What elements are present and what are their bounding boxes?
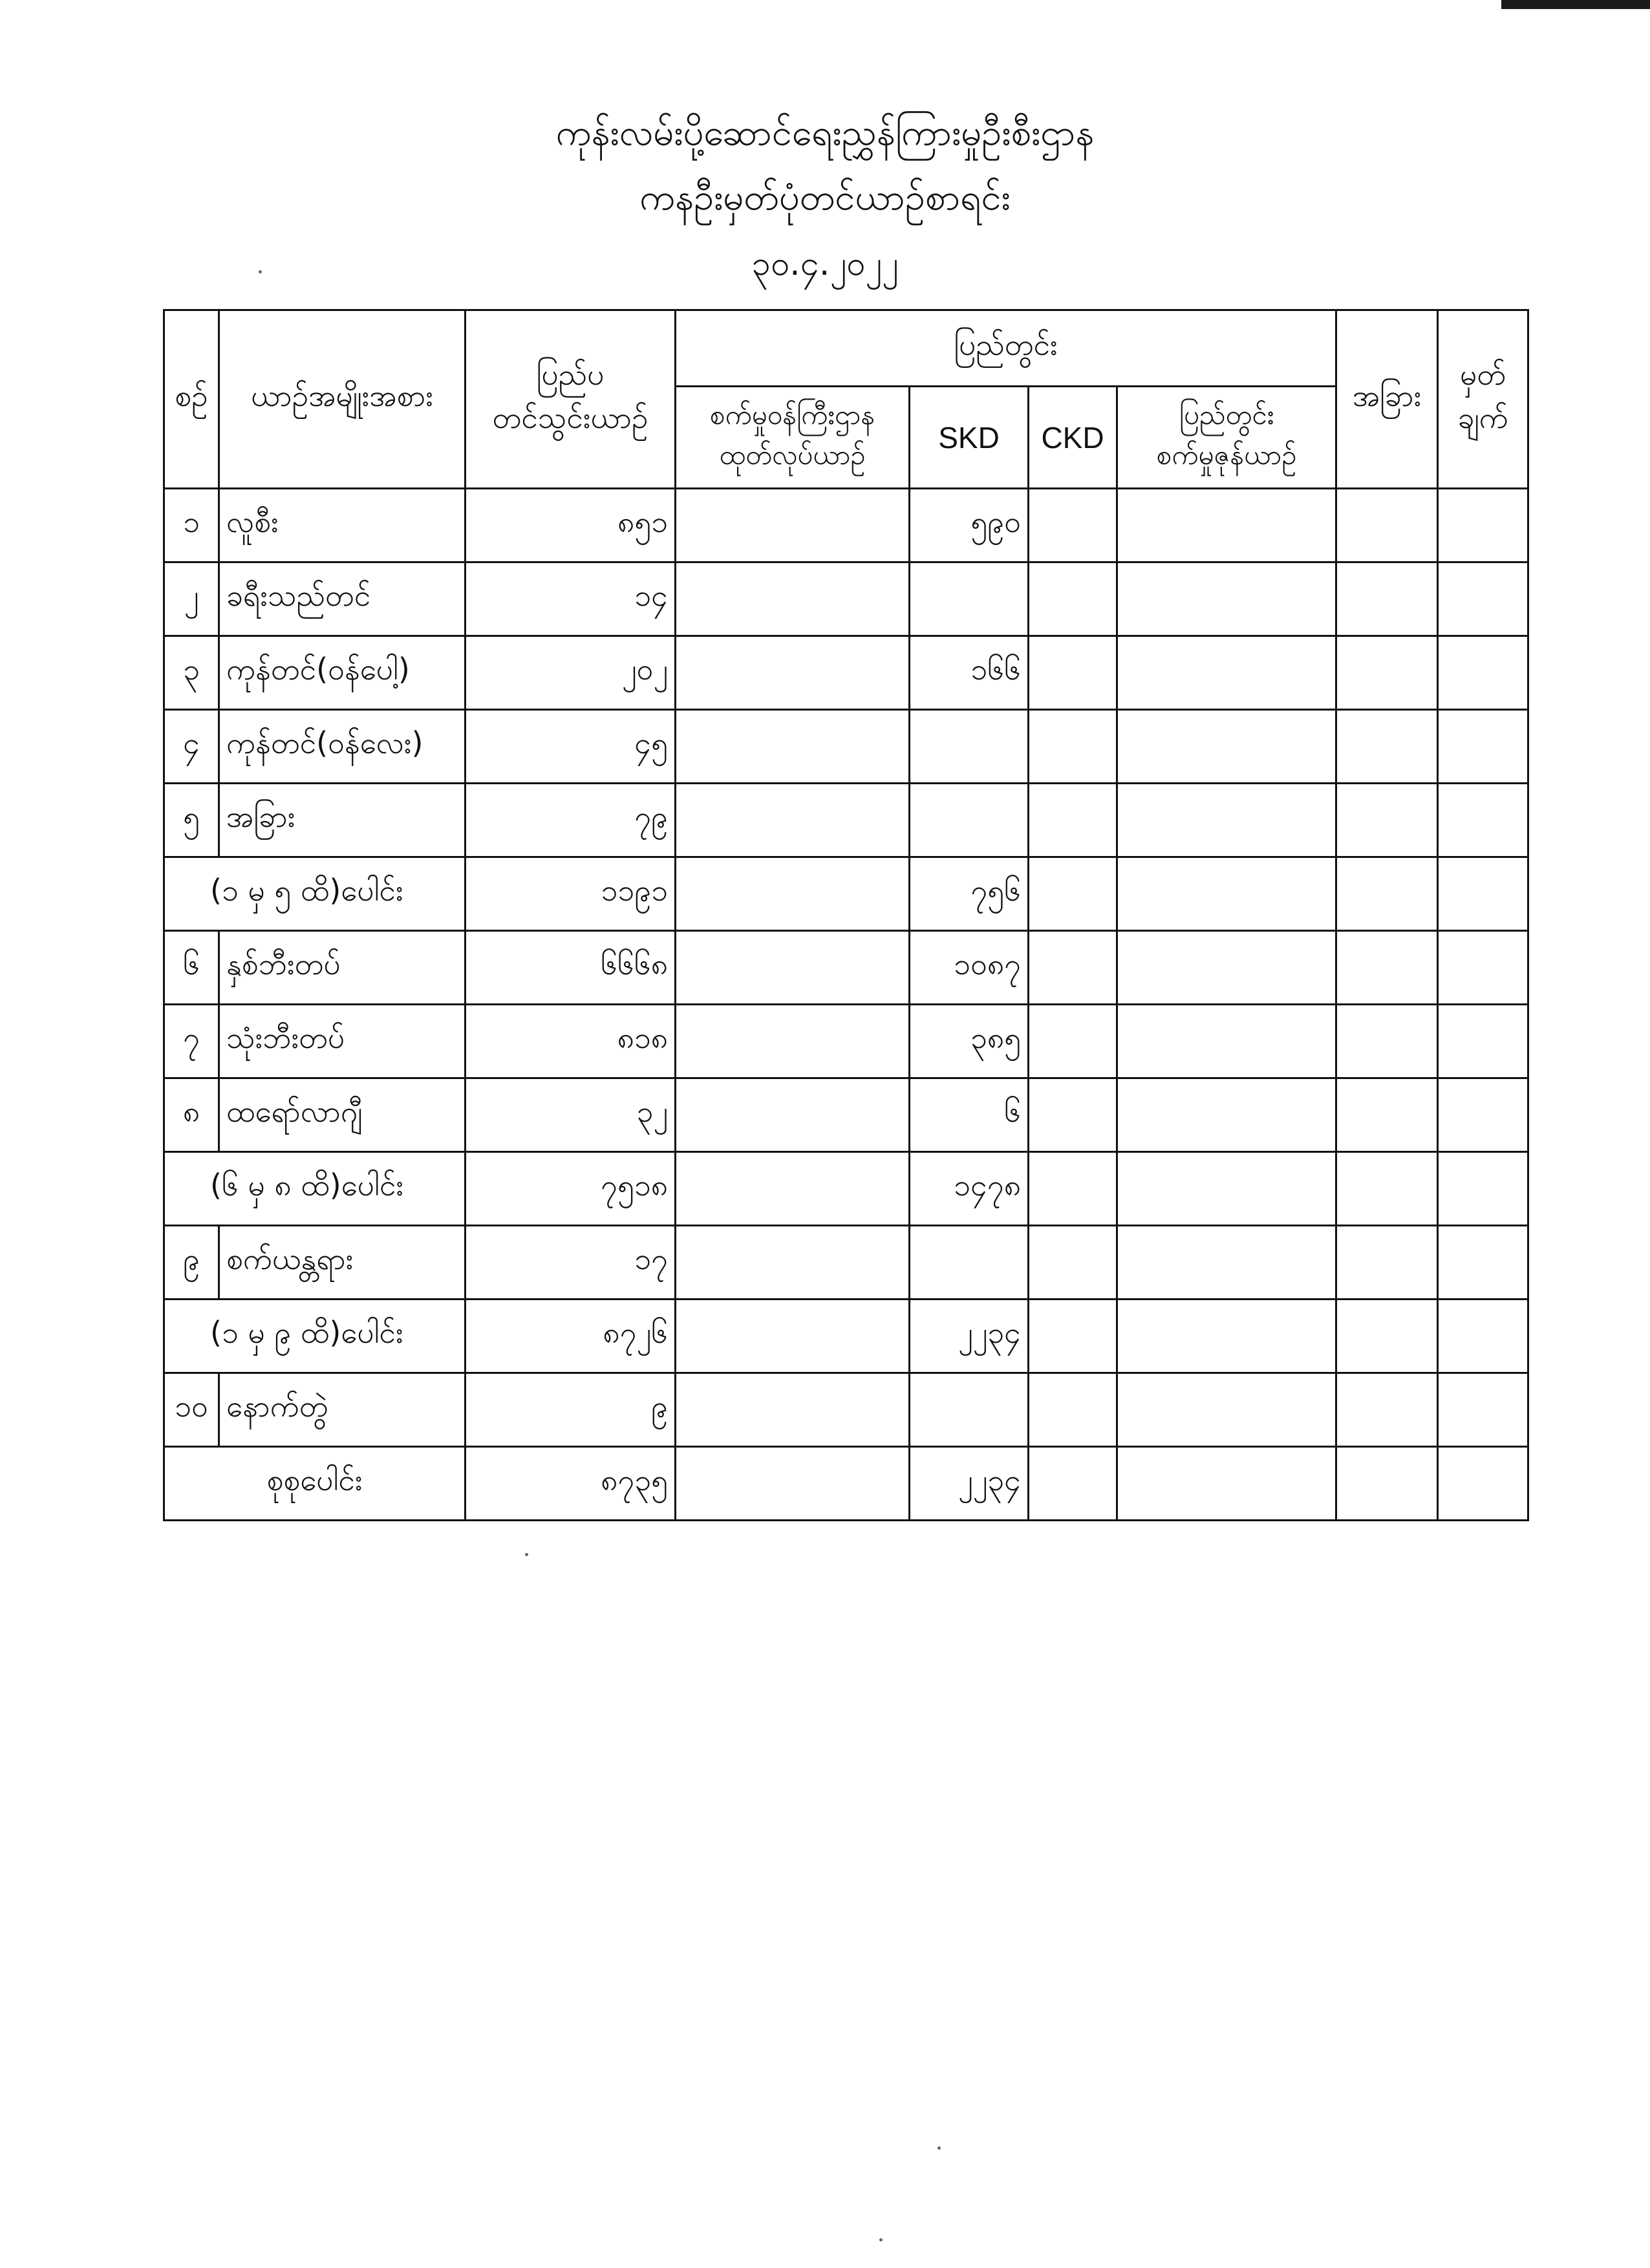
remark-cell	[1438, 1226, 1528, 1300]
remark-cell	[1438, 489, 1528, 562]
other-cell	[1336, 857, 1438, 931]
skd-cell	[910, 710, 1029, 784]
table-row	[164, 784, 1528, 857]
vehicle-type-cell: ထရော်လာဂျီ	[219, 1078, 466, 1152]
ckd-cell	[1029, 1152, 1117, 1226]
department-title: ကုန်းလမ်းပို့ဆောင်ရေးညွှန်ကြားမှုဦးစီးဌာန	[555, 112, 1095, 154]
other-cell	[1336, 1226, 1438, 1300]
imported-cell: ၁၄	[466, 562, 676, 636]
imported-cell: ၉	[466, 1373, 676, 1447]
other-cell	[1336, 931, 1438, 1005]
remark-cell	[1438, 1373, 1528, 1447]
imported-cell: ၈၇၂၆	[466, 1300, 676, 1373]
skd-cell: ၂၂၃၄	[910, 1300, 1029, 1373]
header-ministry-made: စက်မှုဝန်ကြီးဌာန ထုတ်လုပ်ယာဉ်	[676, 387, 910, 489]
scan-speck	[259, 270, 262, 273]
ckd-cell	[1029, 857, 1117, 931]
vehicle-type-cell: စက်ယန္တရား	[219, 1226, 466, 1300]
table-row	[164, 1226, 1528, 1300]
ckd-cell	[1029, 931, 1117, 1005]
imported-cell: ၁၇	[466, 1226, 676, 1300]
domestic-factory-cell	[1117, 710, 1336, 784]
ckd-cell	[1029, 784, 1117, 857]
imported-cell: ၈၅၁	[466, 489, 676, 562]
domestic-factory-cell	[1117, 857, 1336, 931]
remark-cell	[1438, 857, 1528, 931]
ministry-made-cell	[676, 489, 910, 562]
grand-total-row	[164, 1447, 1528, 1521]
imported-cell: ၁၁၉၁	[466, 857, 676, 931]
other-cell	[1336, 1078, 1438, 1152]
header-domestic-factory: ပြည်တွင်း စက်မှုဇုန်ယာဉ်	[1117, 387, 1336, 489]
domestic-factory-cell	[1117, 1300, 1336, 1373]
remark-cell	[1438, 710, 1528, 784]
ministry-made-cell	[676, 636, 910, 710]
ckd-cell	[1029, 710, 1117, 784]
skd-cell: ၁၄၇၈	[910, 1152, 1029, 1226]
vehicle-type-cell: နှစ်ဘီးတပ်	[219, 931, 466, 1005]
table-row	[164, 562, 1528, 636]
ckd-cell	[1029, 1300, 1117, 1373]
ministry-made-cell	[676, 784, 910, 857]
domestic-factory-cell	[1117, 562, 1336, 636]
register-title: ကနဦးမှတ်ပုံတင်ယာဉ်စာရင်း	[639, 177, 1011, 219]
domestic-factory-cell	[1117, 636, 1336, 710]
ministry-made-cell	[676, 857, 910, 931]
imported-cell: ၂၀၂	[466, 636, 676, 710]
remark-cell	[1438, 1005, 1528, 1078]
header-other: အခြား	[1336, 310, 1438, 489]
skd-cell: ၁၀၈၇	[910, 931, 1029, 1005]
header-domestic: ပြည်တွင်း	[676, 310, 1336, 387]
subtotal-row	[164, 857, 1528, 931]
ckd-cell	[1029, 1373, 1117, 1447]
subtotal-row	[164, 1152, 1528, 1226]
report-date: ၃၀.၄.၂၀၂၂	[751, 244, 899, 283]
remark-cell	[1438, 931, 1528, 1005]
imported-cell: ၇၉	[466, 784, 676, 857]
table-row	[164, 710, 1528, 784]
skd-cell: ၅၉၀	[910, 489, 1029, 562]
skd-cell: ၂၂၃၄	[910, 1447, 1029, 1521]
ministry-made-cell	[676, 1078, 910, 1152]
subtotal-label-cell: (၁ မှ ၉ ထိ)ပေါင်း	[164, 1300, 466, 1373]
serial-cell: ၆	[164, 931, 219, 1005]
header-skd: SKD	[910, 387, 1029, 489]
ministry-made-cell	[676, 1005, 910, 1078]
ministry-made-cell	[676, 1152, 910, 1226]
other-cell	[1336, 562, 1438, 636]
header-ckd: CKD	[1029, 387, 1117, 489]
imported-cell: ၄၅	[466, 710, 676, 784]
other-cell	[1336, 1300, 1438, 1373]
ministry-made-cell	[676, 562, 910, 636]
vehicle-type-cell: သုံးဘီးတပ်	[219, 1005, 466, 1078]
ministry-made-cell	[676, 1300, 910, 1373]
skd-cell: ၇၅၆	[910, 857, 1029, 931]
ckd-cell	[1029, 1005, 1117, 1078]
ckd-cell	[1029, 1447, 1117, 1521]
vehicle-register-table	[163, 309, 1529, 1521]
other-cell	[1336, 1447, 1438, 1521]
serial-cell: ၉	[164, 1226, 219, 1300]
imported-cell: ၈၁၈	[466, 1005, 676, 1078]
ministry-made-cell	[676, 931, 910, 1005]
serial-cell: ၂	[164, 562, 219, 636]
ministry-made-cell	[676, 1373, 910, 1447]
skd-cell: ၆	[910, 1078, 1029, 1152]
serial-cell: ၈	[164, 1078, 219, 1152]
domestic-factory-cell	[1117, 1226, 1336, 1300]
other-cell	[1336, 1152, 1438, 1226]
domestic-factory-cell	[1117, 1152, 1336, 1226]
remark-cell	[1438, 1300, 1528, 1373]
domestic-factory-cell	[1117, 1447, 1336, 1521]
header-serial: စဉ်	[164, 310, 219, 489]
skd-cell	[910, 1373, 1029, 1447]
other-cell	[1336, 489, 1438, 562]
scan-speck	[879, 2238, 883, 2241]
remark-cell	[1438, 1447, 1528, 1521]
table-row	[164, 1373, 1528, 1447]
other-cell	[1336, 1005, 1438, 1078]
ckd-cell	[1029, 1226, 1117, 1300]
table-row	[164, 1078, 1528, 1152]
domestic-factory-cell	[1117, 1373, 1336, 1447]
other-cell	[1336, 636, 1438, 710]
imported-cell: ၃၂	[466, 1078, 676, 1152]
serial-cell: ၁၀	[164, 1373, 219, 1447]
total-label-cell: စုစုပေါင်း	[164, 1447, 466, 1521]
imported-cell: ၈၇၃၅	[466, 1447, 676, 1521]
ckd-cell	[1029, 489, 1117, 562]
subtotal-label-cell: (၁ မှ ၅ ထိ)ပေါင်း	[164, 857, 466, 931]
table-row	[164, 1005, 1528, 1078]
skd-cell	[910, 784, 1029, 857]
skd-cell	[910, 1226, 1029, 1300]
domestic-factory-cell	[1117, 1005, 1336, 1078]
skd-cell: ၁၆၆	[910, 636, 1029, 710]
remark-cell	[1438, 1078, 1528, 1152]
remark-cell	[1438, 636, 1528, 710]
vehicle-type-cell: နောက်တွဲ	[219, 1373, 466, 1447]
domestic-factory-cell	[1117, 489, 1336, 562]
imported-cell: ၇၅၁၈	[466, 1152, 676, 1226]
serial-cell: ၃	[164, 636, 219, 710]
header-imported: ပြည်ပ တင်သွင်းယာဉ်	[466, 310, 676, 489]
ministry-made-cell	[676, 710, 910, 784]
subtotal-row	[164, 1300, 1528, 1373]
ministry-made-cell	[676, 1447, 910, 1521]
vehicle-type-cell: လူစီး	[219, 489, 466, 562]
skd-cell: ၃၈၅	[910, 1005, 1029, 1078]
vehicle-type-cell: ကုန်တင်(ဝန်လေး)	[219, 710, 466, 784]
remark-cell	[1438, 562, 1528, 636]
header-vehicle-type: ယာဉ်အမျိုးအစား	[219, 310, 466, 489]
ckd-cell	[1029, 636, 1117, 710]
vehicle-type-cell: ကုန်တင်(ဝန်ပေါ့)	[219, 636, 466, 710]
serial-cell: ၅	[164, 784, 219, 857]
domestic-factory-cell	[1117, 784, 1336, 857]
table-row	[164, 931, 1528, 1005]
other-cell	[1336, 1373, 1438, 1447]
remark-cell	[1438, 784, 1528, 857]
other-cell	[1336, 710, 1438, 784]
other-cell	[1336, 784, 1438, 857]
vehicle-type-cell: ခရီးသည်တင်	[219, 562, 466, 636]
vehicle-type-cell: အခြား	[219, 784, 466, 857]
imported-cell: ၆၆၆၈	[466, 931, 676, 1005]
domestic-factory-cell	[1117, 1078, 1336, 1152]
scan-edge-mark	[1501, 0, 1650, 9]
subtotal-label-cell: (၆ မှ ၈ ထိ)ပေါင်း	[164, 1152, 466, 1226]
ckd-cell	[1029, 1078, 1117, 1152]
remark-cell	[1438, 1152, 1528, 1226]
ministry-made-cell	[676, 1226, 910, 1300]
table-row	[164, 636, 1528, 710]
serial-cell: ၁	[164, 489, 219, 562]
skd-cell	[910, 562, 1029, 636]
ckd-cell	[1029, 562, 1117, 636]
header-remark: မှတ် ချက်	[1438, 310, 1528, 489]
scan-speck	[938, 2146, 941, 2150]
serial-cell: ၄	[164, 710, 219, 784]
serial-cell: ၇	[164, 1005, 219, 1078]
table-row	[164, 489, 1528, 562]
scan-speck	[525, 1553, 528, 1556]
domestic-factory-cell	[1117, 931, 1336, 1005]
